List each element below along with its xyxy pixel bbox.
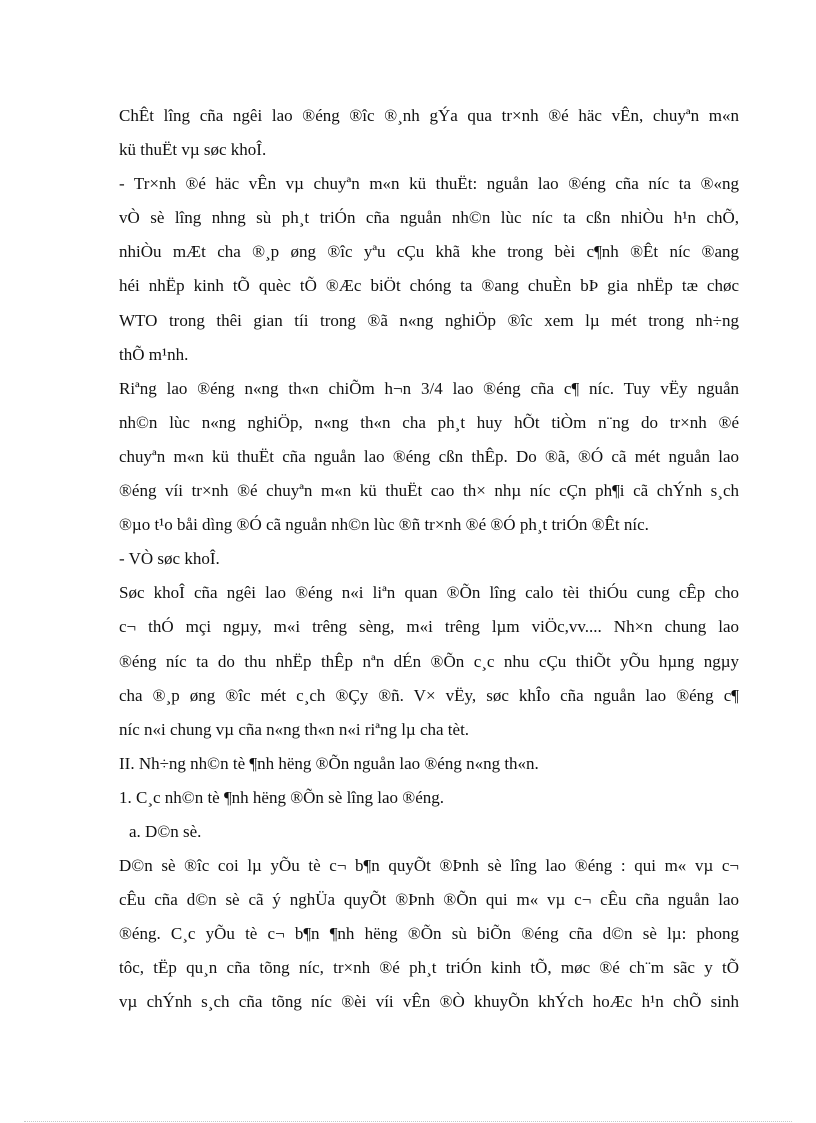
text-line: vµ chÝnh s¸ch cña tõng níc ®èi víi vÊn ®Ò khuyÕn khÝch hoÆc h¹n chÕ sinh <box>119 992 739 1012</box>
text-line: D©n sè ®îc coi lµ yÕu tè c¬ b¶n quyÕt ®Þnh sè lîng lao ®éng : qui m« vµ c¬ <box>119 856 739 876</box>
text-line: nh©n lùc n«ng nghiÖp, n«ng th«n cha ph¸t huy hÕt tiÒm n¨ng do tr×nh ®é <box>119 412 739 432</box>
text-line: WTO trong thêi gian tíi trong ®ã n«ng nghiÖp ®îc xem lµ mét trong nh÷ng <box>119 310 739 330</box>
document-body <box>119 99 739 1020</box>
section-heading: - VÒ søc khoÎ. <box>119 549 220 569</box>
text-line: tôc, tËp qu¸n cña tõng níc, tr×nh ®é ph¸t triÓn kinh tÕ, møc ®é ch¨m sãc y tÕ <box>119 958 739 978</box>
text-line: ®éng. C¸c yÕu tè c¬ b¶n ¶nh hëng ®Õn sù biÕn ®éng cña d©n sè lµ: phong <box>119 924 739 944</box>
text-line: ®éng víi tr×nh ®é chuyªn m«n kü thuËt cao th× nhµ níc cÇn ph¶i cã chÝnh s¸ch <box>119 481 739 501</box>
text-line: vÒ sè lîng nhng sù ph¸t triÓn cña nguån nh©n lùc níc ta cßn nhiÒu h¹n chÕ, <box>119 208 739 228</box>
page-bottom-border <box>24 1121 792 1122</box>
text-line: ChÊt lîng cña ngêi lao ®éng ®îc ®¸nh gÝa qua tr×nh ®é häc vÊn, chuyªn m«n <box>119 106 739 125</box>
text-line: cÊu cña d©n sè cã ý nghÜa quyÕt ®Þnh ®Õn qui m« vµ c¬ cÊu cña nguån lao <box>119 890 739 910</box>
text-line: kü thuËt vµ søc khoÎ. <box>119 140 267 160</box>
subsection-heading: a. D©n sè. <box>129 821 202 841</box>
text-line: c¬ thÓ mçi ngµy, m«i trêng sèng, m«i trêng lµm viÖc,vv.... Nh×n chung lao <box>119 617 739 637</box>
text-line: ®éng níc ta do thu nhËp thÊp nªn dÉn ®Õn c¸c nhu cÇu thiÕt yÕu hµng ngµy <box>119 651 739 671</box>
text-line: thÕ m¹nh. <box>119 344 189 364</box>
chapter-heading: II. Nh÷ng nh©n tè ¶nh hëng ®Õn nguån lao ®éng n«ng th«n. <box>119 753 539 773</box>
text-line: níc n«i chung vµ cña n«ng th«n n«i riªng lµ cha tèt. <box>119 719 470 739</box>
text-line: Søc khoÎ cña ngêi lao ®éng n«i liªn quan ®Õn lîng calo tèi thiÓu cung cÊp cho <box>119 583 739 603</box>
text-line: cha ®¸p øng ®îc mét c¸ch ®Çy ®ñ. V× vËy, søc khÎo cña nguån lao ®éng c¶ <box>119 685 739 705</box>
text-line: chuyªn m«n kü thuËt cña nguån lao ®éng cßn thÊp. Do ®ã, ®Ó cã mét nguån lao <box>119 446 739 466</box>
text-line: Riªng lao ®éng n«ng th«n chiÕm h¬n 3/4 lao ®éng cña c¶ níc. Tuy vËy nguån <box>119 378 739 398</box>
text-line: héi nhËp kinh tÕ quèc tÕ ®Æc biÖt chóng ta ®ang chuÈn bÞ gia nhËp tæ chøc <box>119 276 739 296</box>
text-line: - Tr×nh ®é häc vÊn vµ chuyªn m«n kü thuËt: nguån lao ®éng cña níc ta ®«ng <box>119 174 739 194</box>
section-heading: 1. C¸c nh©n tè ¶nh hëng ®Õn sè lîng lao ®éng. <box>119 787 445 807</box>
text-line: ®µo t¹o båi dìng ®Ó cã nguån nh©n lùc ®ñ tr×nh ®é ®Ó ph¸t triÓn ®Êt níc. <box>119 515 649 535</box>
text-line: nhiÒu mÆt cha ®¸p øng ®îc yªu cÇu khã khe trong bèi c¶nh ®Êt níc ®ang <box>119 242 739 262</box>
